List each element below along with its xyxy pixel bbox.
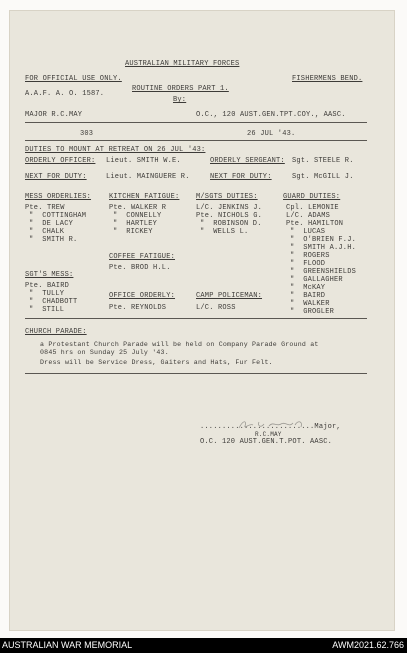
signature-title: O.C. 120 AUST.GEN.T.POT. AASC. [200, 438, 333, 446]
coffee-fatigue-item: Pte. BROD H.L. [109, 264, 171, 272]
duties-heading: DUTIES TO MOUNT AT RETREAT ON 26 JUL '43: [25, 146, 206, 154]
guard-duty-item: " GALLAGHER [290, 276, 343, 284]
sgts-mess-heading: SGT'S MESS: [25, 271, 74, 279]
guard-duty-item: " GREENSHIELDS [290, 268, 357, 276]
church-parade-line: a Protestant Church Parade will be held on Company Parade Ground at [40, 341, 319, 348]
sgts-mess-item: Pte. BAIRD [25, 282, 70, 290]
unit-name: O.C., 120 AUST.GEN.TPT.COY., AASC. [196, 111, 346, 119]
sgts-mess-item: " CHADBOTT [29, 298, 78, 306]
church-rule [25, 373, 367, 374]
org-title: AUSTRALIAN MILITARY FORCES [125, 60, 240, 68]
kitchen-fatigue-item: " HARTLEY [113, 220, 158, 228]
guard-duty-item: " WALKER [290, 300, 330, 308]
restricted-label: FOR OFFICIAL USE ONLY. [25, 75, 122, 83]
guard-duty-item: " SMITH A.J.H. [290, 244, 357, 252]
header-rule-bottom [25, 140, 367, 141]
mess-orderly-item: " DE LACY [29, 220, 74, 228]
camp-policeman-heading: CAMP POLICEMAN: [196, 292, 263, 300]
camp-policeman-item: L/C. ROSS [196, 304, 236, 312]
guard-duty-item: " McKAY [290, 284, 326, 292]
guard-duty-item: " BAIRD [290, 292, 326, 300]
mess-orderly-item: " COTTINGHAM [29, 212, 87, 220]
guard-duty-item: Pte. HAMILTON [286, 220, 344, 228]
guard-duty-item: L/C. ADAMS [286, 212, 331, 220]
document-sheet [9, 10, 395, 631]
guard-duty-item: " GROGLER [290, 308, 335, 316]
msgts-duty-item: " ROBINSON D. [200, 220, 262, 228]
mess-orderly-item: " CHALK [29, 228, 65, 236]
office-orderly-heading: OFFICE ORDERLY: [109, 292, 176, 300]
guard-duties-heading: GUARD DUTIES: [283, 193, 341, 201]
footer-source: AUSTRALIAN WAR MEMORIAL [2, 640, 133, 650]
signature-dots: ..........................Major, [200, 423, 341, 431]
orderly-officer-label: ORDERLY OFFICER: [25, 157, 96, 165]
next-duty-officer-value: Lieut. MAINGUERE R. [106, 173, 190, 181]
guard-duty-item: " ROGERS [290, 252, 330, 260]
orders-by: By: [173, 96, 187, 104]
orders-title: ROUTINE ORDERS PART 1. [132, 85, 229, 93]
mess-orderly-item: " SMITH R. [29, 236, 78, 244]
msgts-duties-heading: M/SGTS DUTIES: [196, 193, 258, 201]
office-orderly-item: Pte. REYNOLDS [109, 304, 167, 312]
next-duty-officer-label: NEXT FOR DUTY: [25, 173, 87, 181]
church-parade-line: 0845 hrs on Sunday 25 July '43. [40, 349, 169, 356]
msgts-duty-item: L/C. JENKINS J. [196, 204, 263, 212]
order-date: 26 JUL '43. [247, 130, 296, 138]
duties-rule [25, 318, 367, 319]
coffee-fatigue-heading: COFFEE FATIGUE: [109, 253, 176, 261]
sgts-mess-item: " TULLY [29, 290, 65, 298]
guard-duty-item: " O'BRIEN F.J. [290, 236, 357, 244]
orderly-sergeant-value: Sgt. STEELE R. [292, 157, 354, 165]
msgts-duty-item: " WELLS L. [200, 228, 249, 236]
header-rule-top [25, 122, 367, 123]
guard-duty-item: " LUCAS [290, 228, 326, 236]
order-number: 303 [80, 130, 94, 138]
orderly-officer-value: Lieut. SMITH W.E. [106, 157, 181, 165]
guard-duty-item: Cpl. LEMONIE [286, 204, 339, 212]
form-ref: A.A.F. A. O. 1587. [25, 90, 105, 98]
footer-bar [0, 638, 407, 653]
church-parade-heading: CHURCH PARADE: [25, 328, 87, 336]
sgts-mess-item: " STILL [29, 306, 65, 314]
location: FISHERMENS BEND. [292, 75, 363, 83]
orderly-sergeant-label: ORDERLY SERGEANT: [210, 157, 285, 165]
mess-orderlies-heading: MESS ORDERLIES: [25, 193, 92, 201]
mess-orderly-item: Pte. TREW [25, 204, 65, 212]
kitchen-fatigue-heading: KITCHEN FATIGUE: [109, 193, 180, 201]
kitchen-fatigue-item: " RICKEY [113, 228, 153, 236]
next-duty-sergeant-value: Sgt. McGILL J. [292, 173, 354, 181]
kitchen-fatigue-item: Pte. WALKER R [109, 204, 167, 212]
footer-accession: AWM2021.62.766 [332, 640, 404, 650]
kitchen-fatigue-item: " CONNELLY [113, 212, 162, 220]
officer-name: MAJOR R.C.MAY [25, 111, 83, 119]
signature-name: R.C.MAY [255, 431, 282, 438]
next-duty-sergeant-label: NEXT FOR DUTY: [210, 173, 272, 181]
msgts-duty-item: Pte. NICHOLS G. [196, 212, 263, 220]
church-parade-line: Dress will be Service Dress, Gaiters and Hats, Fur Felt. [40, 359, 273, 366]
guard-duty-item: " FLOOD [290, 260, 326, 268]
